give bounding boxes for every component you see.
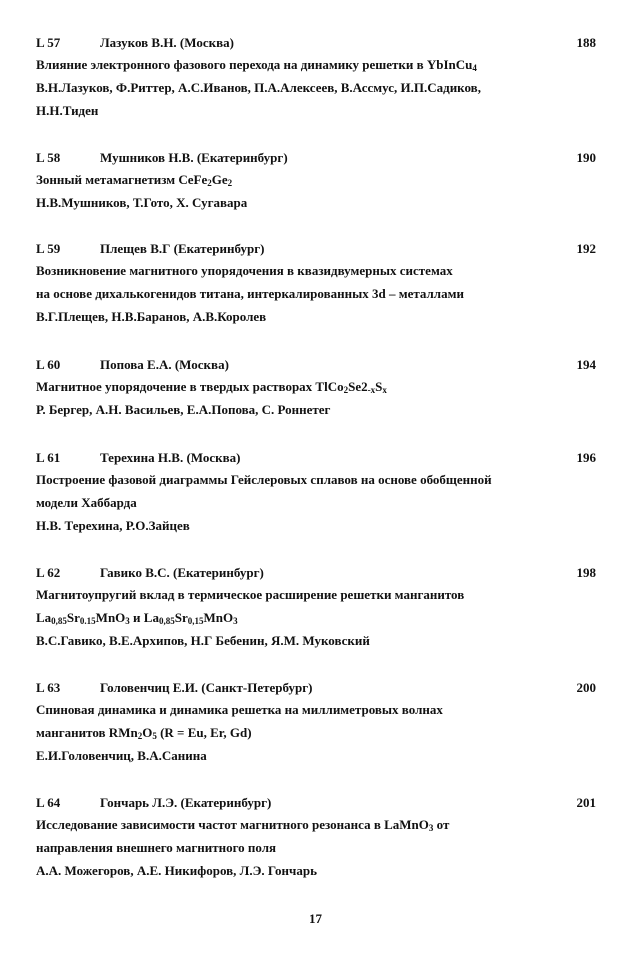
title-text: Магнитное упорядочение в твердых растворах TlCo (36, 379, 344, 394)
coauthors-line: Н.Н.Тиден (36, 103, 99, 118)
subscript: 0,85 (51, 616, 67, 626)
entry-header (36, 448, 596, 468)
title-text: Ge (211, 172, 228, 187)
abstract-entry (36, 239, 596, 328)
entry-page-number: 198 (576, 565, 596, 580)
title-text: и La (129, 610, 159, 625)
title-text: (R = Eu, Er, Gd) (156, 725, 252, 740)
title-text: Sr (174, 610, 188, 625)
entry-code: L 59 (36, 241, 61, 256)
entry-title-line (36, 836, 596, 859)
abstract-entry (36, 148, 596, 214)
subscript: 2 (343, 385, 349, 395)
abstract-entry (36, 448, 596, 537)
subscript: x (382, 385, 387, 395)
subscript: 2 (137, 731, 143, 741)
subscript: 2 (207, 178, 212, 188)
title-text: O (142, 725, 153, 740)
entry-code: L 61 (36, 450, 61, 465)
subscript: -x (367, 385, 376, 395)
abstract-entry (36, 563, 596, 652)
title-text: Исследование зависимости частот магнитного резонанса в LaMnO (36, 817, 429, 832)
entry-page-number: 190 (576, 150, 596, 165)
title-text: модели Хаббарда (36, 495, 137, 510)
entry-page-number: 200 (576, 680, 596, 695)
subscript: 2 (227, 178, 233, 188)
title-text: Построение фазовой диаграммы Гейслеровых сплавов на основе обобщенной (36, 472, 492, 487)
entry-title-line (36, 375, 596, 398)
entry-header (36, 678, 596, 698)
coauthors-line: Е.И.Головенчиц, В.А.Санина (36, 748, 207, 763)
subscript: 5 (152, 731, 157, 741)
coauthors-line: Н.В.Мушников, Т.Гото, Х. Сугавара (36, 195, 248, 210)
entry-page-number: 196 (576, 450, 596, 465)
abstract-entry (36, 33, 596, 122)
entry-header (36, 793, 596, 813)
coauthors-line: А.А. Можегоров, А.Е. Никифоров, Л.Э. Гончарь (36, 863, 317, 878)
entry-header (36, 355, 596, 375)
entry-title-line (36, 583, 596, 606)
title-text: MnO (203, 610, 234, 625)
coauthors-line: В.Н.Лазуков, Ф.Риттер, А.С.Иванов, П.А.Алексеев, В.Ассмус, И.П.Садиков, (36, 80, 481, 95)
entry-page-number: 194 (576, 357, 596, 372)
entry-title-line (36, 168, 596, 191)
presenting-author: Мушников Н.В. (Екатеринбург) (100, 150, 288, 165)
title-text: Sr (66, 610, 80, 625)
page-number: 17 (309, 911, 322, 926)
subscript: 0.15 (79, 616, 96, 626)
entry-code: L 63 (36, 680, 61, 695)
coauthors-line: Н.В. Терехина, Р.О.Зайцев (36, 518, 190, 533)
entry-title-line (36, 259, 596, 282)
entry-title-line (36, 491, 596, 514)
title-text: от (433, 817, 450, 832)
entry-title-line (36, 468, 596, 491)
abstract-entry (36, 355, 596, 421)
subscript: 0,85 (158, 616, 175, 626)
presenting-author: Терехина Н.В. (Москва) (100, 450, 241, 465)
title-text: Возникновение магнитного упорядочения в квазидвумерных системах (36, 263, 453, 278)
title-text: направления внешнего магнитного поля (36, 840, 277, 855)
coauthors-line: В.Г.Плещев, Н.В.Баранов, А.В.Королев (36, 309, 267, 324)
subscript: 3 (233, 616, 238, 626)
entry-code: L 62 (36, 565, 61, 580)
presenting-author: Гончарь Л.Э. (Екатеринбург) (100, 795, 272, 810)
presenting-author: Попова Е.А. (Москва) (100, 357, 229, 372)
title-text: Зонный метамагнетизм CeFe (36, 172, 208, 187)
title-text: Спиновая динамика и динамика решетка на миллиметровых волнах (36, 702, 443, 717)
abstract-entry (36, 678, 596, 767)
entry-title-line (36, 282, 596, 305)
title-text: Se2 (348, 379, 368, 394)
entry-code: L 57 (36, 35, 61, 50)
title-text: MnO (95, 610, 126, 625)
entry-header (36, 563, 596, 583)
entry-header (36, 239, 596, 259)
entry-header (36, 33, 596, 53)
presenting-author: Головенчиц Е.И. (Санкт-Петербург) (100, 680, 313, 695)
entry-code: L 58 (36, 150, 61, 165)
presenting-author: Гавико В.С. (Екатеринбург) (100, 565, 264, 580)
subscript: 4 (472, 63, 477, 73)
entry-title-line (36, 721, 596, 744)
entry-page-number: 188 (576, 35, 596, 50)
entry-page-number: 192 (576, 241, 596, 256)
entry-title-line (36, 813, 596, 836)
title-text: La (36, 610, 52, 625)
coauthors-line: В.С.Гавико, В.Е.Архипов, Н.Г Бебенин, Я.М. Муковский (36, 633, 370, 648)
entry-code: L 60 (36, 357, 61, 372)
abstract-entry (36, 793, 596, 882)
presenting-author: Плещев В.Г (Екатеринбург) (100, 241, 265, 256)
entry-page-number: 201 (576, 795, 596, 810)
title-text: манганитов RMn (36, 725, 138, 740)
coauthors-line: Р. Бергер, А.Н. Васильев, Е.А.Попова, С. Роннетег (36, 402, 331, 417)
entry-title-line (36, 698, 596, 721)
entry-title-line (36, 606, 596, 629)
title-text: S (375, 379, 383, 394)
subscript: 3 (428, 823, 434, 833)
entry-header (36, 148, 596, 168)
title-text: Магнитоупругий вклад в термическое расширение решетки манганитов (36, 587, 465, 602)
title-text: Влияние электронного фазового перехода на динамику решетки в YbInCu (36, 57, 473, 72)
title-text: на основе дихалькогенидов титана, интеркалированных 3d – металлами (36, 286, 464, 301)
subscript: 0,15 (187, 616, 204, 626)
entry-title-line (36, 53, 596, 76)
subscript: 3 (125, 616, 130, 626)
entry-code: L 64 (36, 795, 61, 810)
presenting-author: Лазуков В.Н. (Москва) (100, 35, 234, 50)
